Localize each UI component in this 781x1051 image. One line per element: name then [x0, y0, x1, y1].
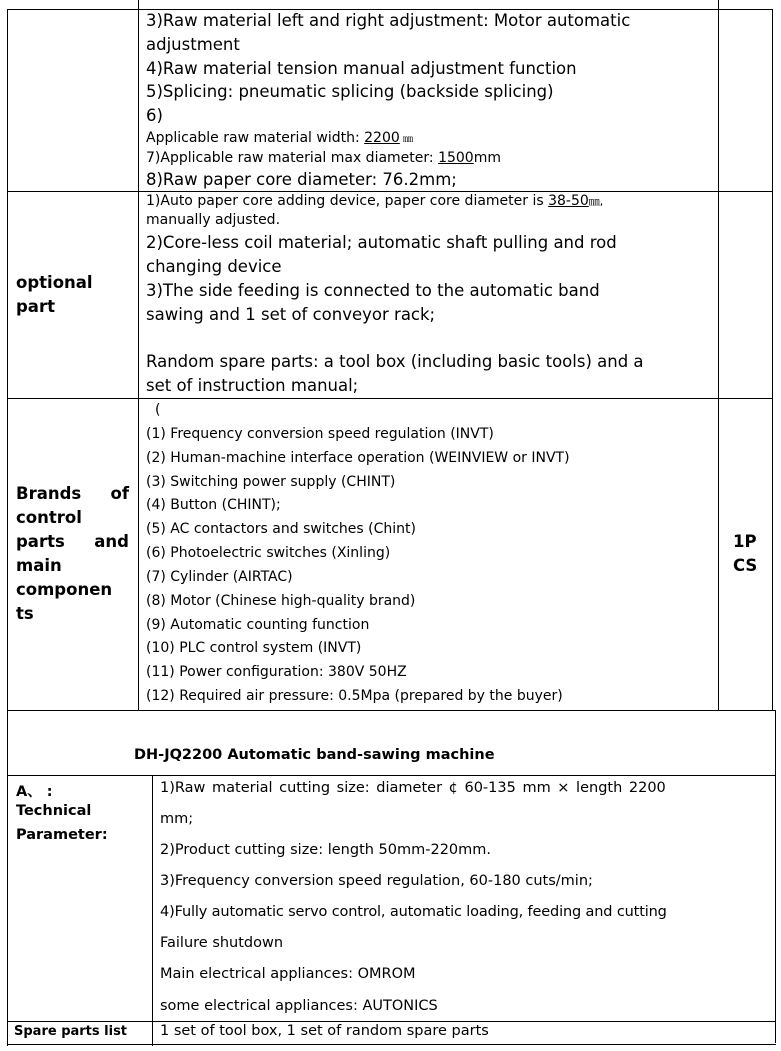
diameter-value: 1500: [438, 150, 474, 166]
brand-item: (5) AC contactors and switches (Chint): [146, 521, 416, 537]
width-label: Applicable raw material width:: [146, 130, 365, 146]
spec-line: 3)The side feeding is connected to the automatic band: [146, 281, 600, 300]
row-label-brands: [16, 532, 129, 551]
spec-line: changing device: [146, 257, 282, 276]
brand-item: (11) Power configuration: 380V 50HZ: [146, 664, 407, 680]
tech-line: 3)Frequency conversion speed regulation, 60-180 cuts/min;: [160, 873, 593, 889]
row-label-brands: ts: [16, 604, 34, 623]
spare-parts-value: 1 set of tool box, 1 set of random spare parts: [160, 1023, 489, 1039]
upper-table-row-divider-1: [7, 191, 773, 192]
row-label-brands: [16, 484, 129, 503]
tech-line: 4)Fully automatic servo control, automatic loading, feeding and cutting: [160, 904, 667, 920]
lower-table-top-border: [7, 710, 776, 711]
lower-table-right-border: [775, 710, 776, 1043]
brand-item: (8) Motor (Chinese high-quality brand): [146, 593, 416, 609]
tech-label: Parameter:: [16, 827, 108, 843]
auto-core-line-2: manually adjusted.: [146, 212, 281, 228]
brand-item: (10) PLC control system (INVT): [146, 640, 362, 656]
open-paren: (: [155, 402, 161, 418]
brand-item: (7) Cylinder (AIRTAC): [146, 569, 293, 585]
row-label-brands: main: [16, 556, 62, 575]
spec-line: 3)Raw material left and right adjustment: Motor automatic: [146, 11, 631, 30]
machine-title: DH-JQ2200 Automatic band-sawing machine: [134, 747, 495, 763]
row-label-brands: control: [16, 508, 82, 527]
brand-item: (12) Required air pressure: 0.5Mpa (prepared by the buyer): [146, 688, 563, 704]
brand-item: (4) Button (CHINT);: [146, 497, 281, 513]
upper-table-row-divider-2: [7, 398, 773, 399]
auto-core-line: [146, 193, 603, 209]
quantity-value: 1P: [733, 532, 757, 551]
spare-line: Random spare parts: a tool box (including basic tools) and a: [146, 352, 644, 371]
spec-line: 5)Splicing: pneumatic splicing (backside splicing): [146, 82, 554, 101]
tech-line: Failure shutdown: [160, 935, 284, 951]
upper-table-qty-divider: [718, 0, 719, 710]
width-value: 2200: [364, 130, 400, 146]
spec-line: adjustment: [146, 35, 240, 54]
diameter-label: 7)Applicable raw material max diameter:: [146, 150, 439, 166]
auto-core-value: 38-50: [548, 193, 589, 209]
label-word: Brands: [16, 484, 82, 503]
label-word: and: [94, 532, 129, 551]
spec-line: 8)Raw paper core diameter: 76.2mm;: [146, 170, 457, 189]
upper-table-left-border: [7, 9, 8, 710]
tech-line: Main electrical appliances: OMROM: [160, 966, 416, 982]
spare-line: set of instruction manual;: [146, 376, 359, 395]
label-word: of: [110, 484, 129, 503]
diameter-line: [146, 150, 501, 166]
spec-line: sawing and 1 set of conveyor rack;: [146, 305, 436, 324]
tech-line: 1)Raw material cutting size: diameter ¢ 60-135 mm × length 2200: [160, 780, 666, 796]
row-label-optional: optional: [16, 273, 93, 292]
lower-table-col-divider: [152, 775, 153, 1046]
spare-parts-label: Spare parts list: [14, 1024, 128, 1039]
tech-line: some electrical appliances: AUTONICS: [160, 998, 438, 1014]
width-line: [146, 130, 413, 146]
spec-line: 2)Core-less coil material; automatic shaft pulling and rod: [146, 233, 617, 252]
brand-item: (6) Photoelectric switches (Xinling): [146, 545, 391, 561]
tech-label: Technical: [16, 803, 92, 819]
row-label-optional: part: [16, 297, 55, 316]
lower-table-title-divider: [7, 775, 776, 776]
tech-line: 2)Product cutting size: length 50mm-220mm.: [160, 842, 492, 858]
brand-item: (2) Human-machine interface operation (WEINVIEW or INVT): [146, 450, 570, 466]
spec-line: 6): [146, 106, 163, 125]
label-word: parts: [16, 532, 65, 551]
auto-core-unit: ㎜,: [588, 195, 604, 208]
lower-table-left-border: [7, 710, 8, 1046]
quantity-value: CS: [733, 556, 758, 575]
spec-line: 4)Raw material tension manual adjustment function: [146, 59, 577, 78]
upper-table-top-border: [7, 9, 773, 10]
auto-core-prefix: 1)Auto paper core adding device, paper core diameter is: [146, 193, 549, 209]
brand-item: (1) Frequency conversion speed regulation (INVT): [146, 426, 494, 442]
lower-table-spare-divider: [7, 1021, 776, 1022]
tech-label: A、 :: [16, 784, 53, 800]
row-label-brands: componen: [16, 580, 113, 599]
upper-table-col-divider: [138, 0, 139, 710]
diameter-unit: mm: [473, 150, 501, 166]
upper-table-right-border: [772, 9, 773, 710]
tech-line: mm;: [160, 811, 194, 827]
brand-item: (3) Switching power supply (CHINT): [146, 474, 396, 490]
width-unit: ㎜: [399, 134, 413, 145]
brand-item: (9) Automatic counting function: [146, 617, 370, 633]
lower-table-bottom-border: [7, 1044, 776, 1045]
